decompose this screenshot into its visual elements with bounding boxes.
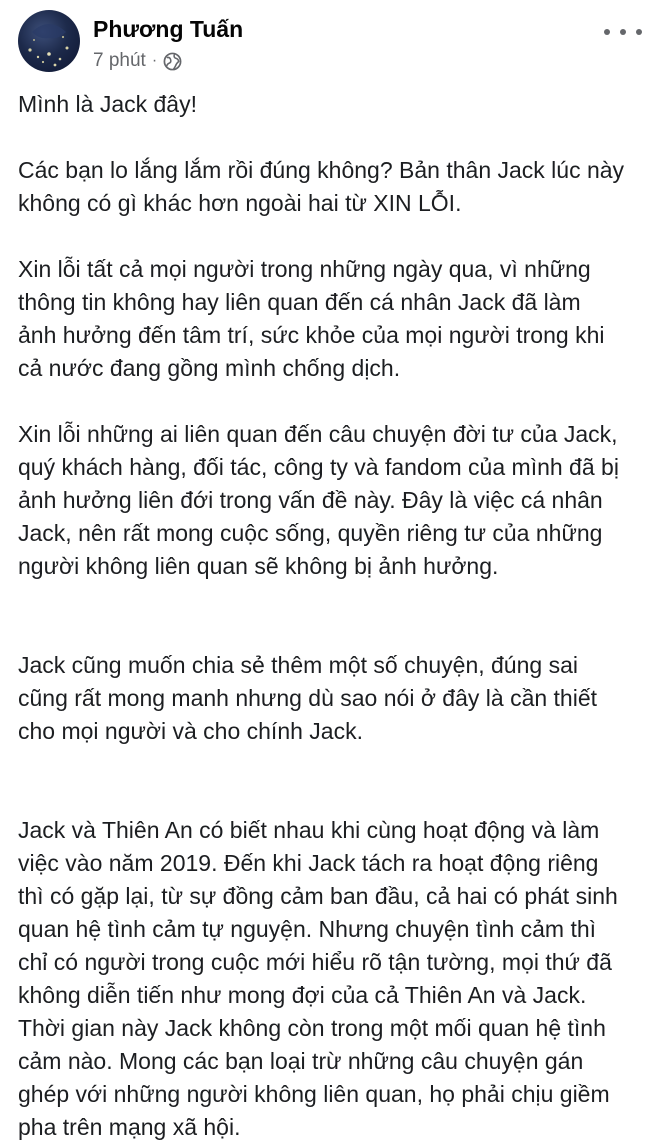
post-paragraph: Xin lỗi những ai liên quan đến câu chuyện đời tư của Jack, quý khách hàng, đối tác, công ty và fandom của mình đã bị ảnh hưởng liên đới trong vấn đề này. Đây là việc cá nhân Jack, nên rất mong cuộc sống, quyền riêng tư của những người không liên quan sẽ không bị ảnh hưởng.: [18, 421, 619, 579]
meta-separator: ·: [151, 52, 158, 69]
ellipsis-icon: [620, 29, 626, 35]
post-time[interactable]: 7 phút: [93, 50, 146, 71]
more-options-button[interactable]: [604, 22, 642, 42]
globe-icon[interactable]: [163, 52, 182, 71]
post-header: [18, 10, 642, 76]
post-paragraph: Các bạn lo lắng lắm rồi đúng không? Bản thân Jack lúc này không có gì khác hơn ngoài hai từ XIN LỖI.: [18, 157, 625, 216]
ellipsis-icon: [604, 29, 610, 35]
ellipsis-icon: [636, 29, 642, 35]
post-paragraph: Jack và Thiên An có biết nhau khi cùng hoạt động và làm việc vào năm 2019. Đến khi Jack tách ra hoạt động riêng thì có gặp lại, từ sự đồng cảm ban đầu, cả hai có phát sinh quan hệ tình cảm tự nguyện. Nhưng chuyện tình cảm thì chỉ có người trong cuộc mới hiểu rõ tận tường, mọi thứ đã không diễn tiến như mong đợi của cả Thiên An và Jack. Thời gian này Jack không còn trong một mối quan hệ tình cảm nào. Mong các bạn loại trừ những câu chuyện gán ghép với những người không liên quan, họ phải chịu giềm pha trên mạng xã hội.: [18, 817, 618, 1140]
avatar[interactable]: [18, 10, 80, 72]
avatar-image-icon: [18, 10, 80, 72]
post-paragraph: Xin lỗi tất cả mọi người trong những ngày qua, vì những thông tin không hay liên quan đến cá nhân Jack đã làm ảnh hưởng đến tâm trí, sức khỏe của mọi người trong khi cả nước đang gồng mình chống dịch.: [18, 256, 605, 381]
post-meta: [93, 50, 182, 72]
post-body: [18, 88, 648, 1144]
post-paragraph: Jack cũng muốn chia sẻ thêm một số chuyện, đúng sai cũng rất mong manh nhưng dù sao nói ở đây là cần thiết cho mọi người và cho chính Jack.: [18, 652, 598, 744]
author-name[interactable]: Phương Tuấn: [93, 16, 244, 42]
post-paragraph: Mình là Jack đây!: [18, 91, 197, 117]
